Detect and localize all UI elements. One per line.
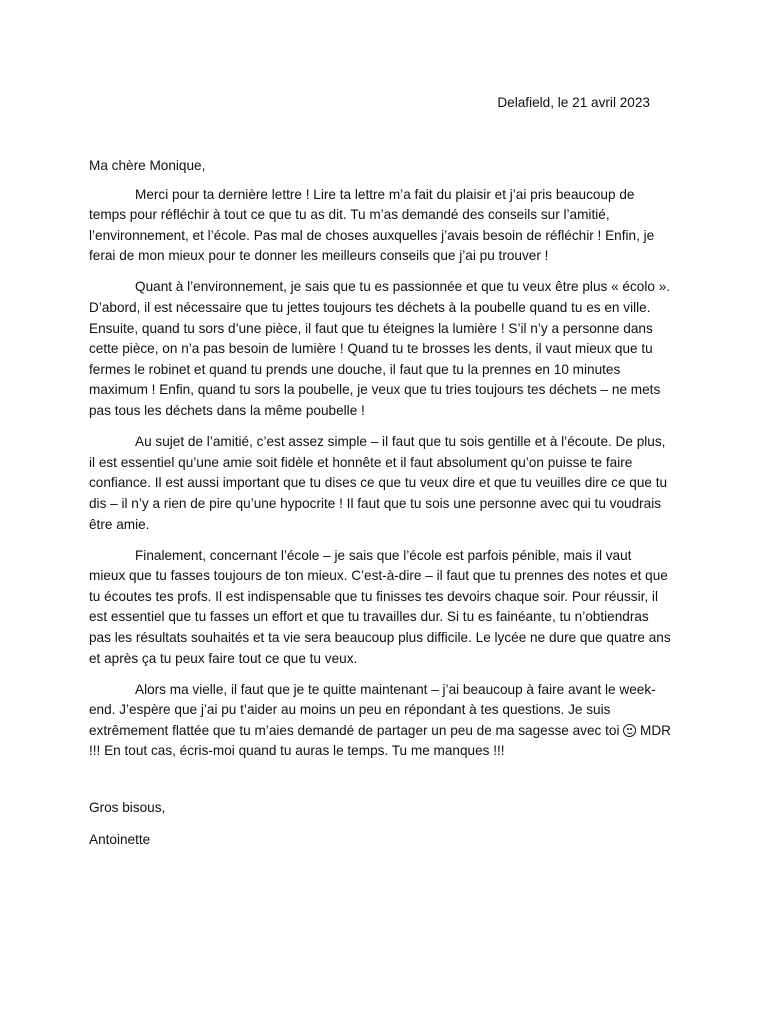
farewell-text-start: Alors ma vielle, il faut que je te quitte maintenant – j’ai beaucoup à faire avant le week-end. J’espère que j’ai pu t’aider au moins un peu en répondant à tes questions. Je suis extrêmement flattée que tu m’aies demandé de partager un peu de ma sagesse avec toi	[89, 681, 656, 738]
paragraph-friendship: Au sujet de l’amitié, c’est assez simple – il faut que tu sois gentille et à l’écoute. De plus, il est essentiel qu’une amie soit fidèle et honnête et il faut absolument qu’on puisse te faire confiance. Il est aussi important que tu dises ce que tu veux dire et que tu veuilles dire ce que tu dis – il n’y a rien de pire qu’une hypocrite ! Il faut que tu sois une personne avec qui tu voudrais être amie.	[89, 434, 668, 532]
letter-date: Delafield, le 21 avril 2023	[497, 95, 650, 110]
letter-body	[89, 156, 671, 773]
farewell-text-end: MDR !!! En tout cas, écris-moi quand tu auras le temps. Tu me manques !!!	[89, 722, 672, 759]
smiley-icon	[623, 724, 636, 737]
paragraph-thanks: Merci pour ta dernière lettre ! Lire ta lettre m’a fait du plaisir et j’ai pris beaucoup de temps pour réfléchir à tout ce que tu as dit. Tu m’as demandé des conseils sur l’amitié, l’environnement, et l’école. Pas mal de choses auxquelles j’avais besoin de réfléchir ! Enfin, je ferai de mon mieux pour te donner les meilleurs conseils que j’ai pu trouver !	[89, 186, 655, 264]
closing: Gros bisous,	[89, 800, 166, 815]
salutation: Ma chère Monique,	[89, 158, 206, 173]
paragraph-farewell	[89, 680, 671, 762]
paragraph-school: Finalement, concernant l’école – je sais que l’école est parfois pénible, mais il vaut mieux que tu fasses toujours de ton mieux. C’est-à-dire – il faut que tu prennes des notes et que tu écoutes tes profs. Il est indispensable que tu finisses tes devoirs chaque soir. Pour réussir, il est essentiel que tu fasses un effort et que tu travailles dur. Si tu es fainéante, tu n’obtiendras pas les résultats souhaités et ta vie sera beaucoup plus difficile. Le lycée ne dure que quatre ans et après ça tu peux faire tout ce que tu veux.	[89, 547, 671, 666]
paragraph-environment: Quant à l’environnement, je sais que tu es passionnée et que tu veux être plus « écolo ». D’abord, il est nécessaire que tu jettes toujours tes déchets à la poubelle quand tu es en ville. Ensuite, quand tu sors d’une pièce, il faut que tu éteignes la lumière ! S’il n’y a personne dans cette pièce, on n’a pas besoin de lumière ! Quand tu te brosses les dents, il vaut mieux que tu fermes le robinet et quand tu prends une douche, il faut que tu la prennes en 10 minutes maximum ! Enfin, quand tu sors la poubelle, je veux que tu tries toujours tes déchets – ne mets pas tous les déchets dans la même poubelle !	[89, 279, 671, 419]
signature: Antoinette	[89, 832, 151, 847]
